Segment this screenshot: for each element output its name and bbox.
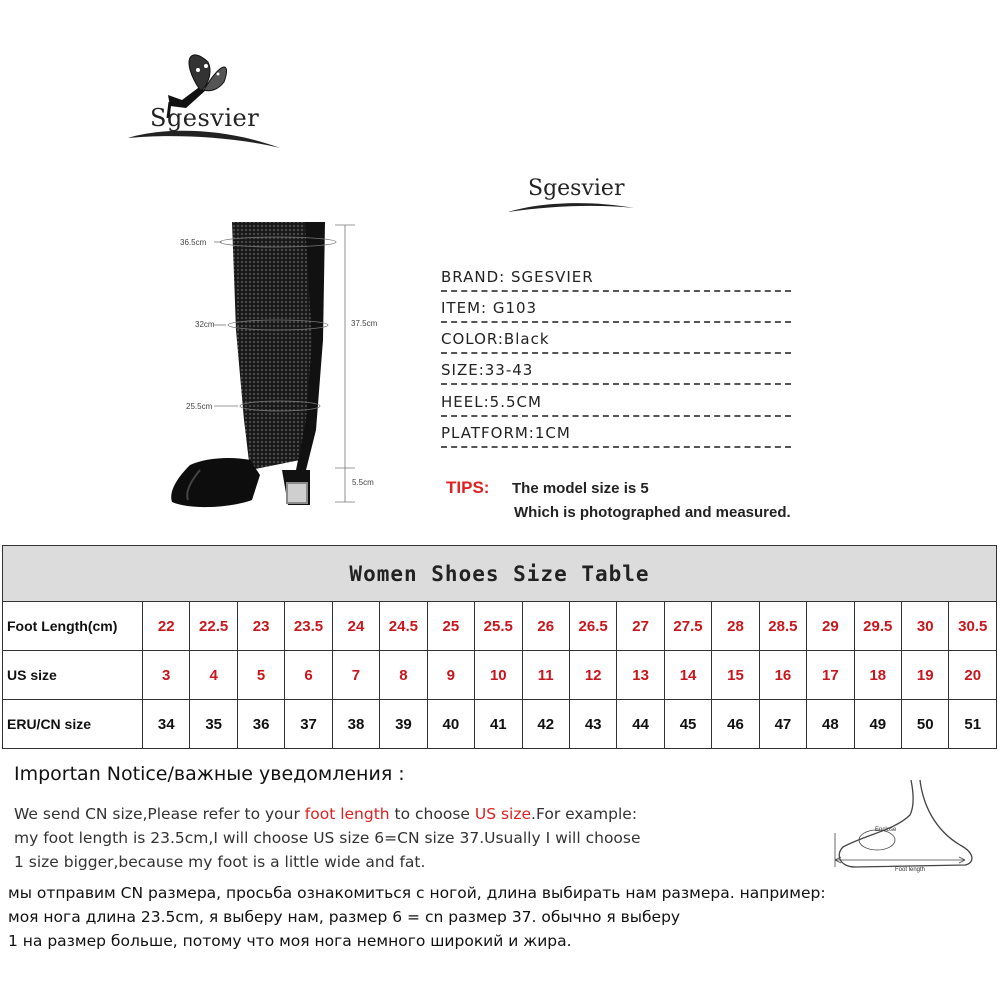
table-cell: 46 xyxy=(712,700,759,749)
foot-length-label: Foot length xyxy=(895,867,926,873)
spec-item: ITEM: G103 xyxy=(441,297,791,323)
table-cell: 5 xyxy=(237,651,284,700)
table-cell: 44 xyxy=(617,700,664,749)
table-cell: 30 xyxy=(902,602,949,651)
brand-logo-text-secondary: Sgesvier xyxy=(528,176,625,201)
table-cell: 47 xyxy=(759,700,806,749)
table-cell: 27.5 xyxy=(664,602,711,651)
table-cell: 28.5 xyxy=(759,602,806,651)
table-cell: 23.5 xyxy=(285,602,332,651)
brand-logo-text: Sgesvier xyxy=(150,104,260,132)
table-cell: 30.5 xyxy=(949,602,997,651)
notice-en-line-2: my foot length is 23.5cm,I will choose US size 6=CN size 37.Usually I will choose xyxy=(14,829,641,847)
spec-platform: PLATFORM:1CM xyxy=(441,422,791,448)
table-cell: 34 xyxy=(143,700,190,749)
notice-text: to choose xyxy=(389,805,475,823)
table-cell: 49 xyxy=(854,700,901,749)
table-cell: 8 xyxy=(380,651,427,700)
table-row-label: US size xyxy=(3,651,143,700)
table-cell: 22.5 xyxy=(190,602,237,651)
notice-en-line-3: 1 size bigger,because my foot is a little wide and fat. xyxy=(14,853,426,871)
table-row-label: ERU/CN size xyxy=(3,700,143,749)
table-cell: 6 xyxy=(285,651,332,700)
spec-color: COLOR:Black xyxy=(441,328,791,354)
table-cell: 38 xyxy=(332,700,379,749)
table-cell: 7 xyxy=(332,651,379,700)
table-cell: 25 xyxy=(427,602,474,651)
table-cell: 15 xyxy=(712,651,759,700)
table-cell: 29.5 xyxy=(854,602,901,651)
table-cell: 9 xyxy=(427,651,474,700)
table-cell: 10 xyxy=(475,651,522,700)
mid-circumference-label: 32cm xyxy=(195,320,215,329)
notice-text: We send CN size,Please refer to your xyxy=(14,805,305,823)
boot-measurement-illustration xyxy=(160,220,400,510)
tips-line-2: Which is photographed and measured. xyxy=(514,504,791,521)
table-cell: 28 xyxy=(712,602,759,651)
table-cell: 12 xyxy=(569,651,616,700)
table-cell: 45 xyxy=(664,700,711,749)
table-cell: 24.5 xyxy=(380,602,427,651)
size-table-title: Women Shoes Size Table xyxy=(3,546,997,602)
table-cell: 23 xyxy=(237,602,284,651)
table-row xyxy=(3,651,997,700)
size-table xyxy=(2,545,997,749)
table-cell: 40 xyxy=(427,700,474,749)
table-cell: 4 xyxy=(190,651,237,700)
notice-ru-line-3: 1 на размер больше, потому что моя нога немного широкий и жира. xyxy=(8,932,572,950)
spec-size: SIZE:33-43 xyxy=(441,359,791,385)
table-cell: 35 xyxy=(190,700,237,749)
table-cell: 27 xyxy=(617,602,664,651)
ankle-circumference-label: 25.5cm xyxy=(186,402,213,411)
foot-measurement-diagram-icon xyxy=(825,775,985,875)
butterfly-heel-logo-icon xyxy=(120,40,290,160)
table-cell: 37 xyxy=(285,700,332,749)
table-cell: 39 xyxy=(380,700,427,749)
table-cell: 20 xyxy=(949,651,997,700)
table-cell: 42 xyxy=(522,700,569,749)
table-cell: 13 xyxy=(617,651,664,700)
table-cell: 36 xyxy=(237,700,284,749)
table-cell: 29 xyxy=(807,602,854,651)
table-cell: 43 xyxy=(569,700,616,749)
shaft-height-label: 37.5cm xyxy=(351,319,378,328)
table-row xyxy=(3,602,997,651)
table-cell: 24 xyxy=(332,602,379,651)
table-cell: 26.5 xyxy=(569,602,616,651)
tips-line-1: The model size is 5 xyxy=(512,480,649,497)
notice-text: .For example: xyxy=(531,805,638,823)
table-cell: 18 xyxy=(854,651,901,700)
notice-title: Importan Notice/важные уведомления : xyxy=(14,763,405,785)
top-circumference-label: 36.5cm xyxy=(180,238,207,247)
table-cell: 50 xyxy=(902,700,949,749)
spec-heel: HEEL:5.5CM xyxy=(441,391,791,417)
table-cell: 17 xyxy=(807,651,854,700)
table-cell: 26 xyxy=(522,602,569,651)
table-cell: 19 xyxy=(902,651,949,700)
table-cell: 11 xyxy=(522,651,569,700)
enclose-label: Enclose xyxy=(875,827,897,833)
table-cell: 25.5 xyxy=(475,602,522,651)
notice-highlight-foot-length: foot length xyxy=(304,805,390,823)
table-cell: 14 xyxy=(664,651,711,700)
notice-highlight-us-size: US size xyxy=(474,805,532,823)
table-cell: 22 xyxy=(143,602,190,651)
table-row xyxy=(3,700,997,749)
table-cell: 51 xyxy=(949,700,997,749)
notice-ru-line-1: мы отправим CN размера, просьба ознакомиться с ногой, длина выбирать нам размера. например: xyxy=(8,884,826,902)
table-cell: 3 xyxy=(143,651,190,700)
heel-height-label: 5.5cm xyxy=(352,478,374,487)
notice-ru-line-2: моя нога длина 23.5cm, я выберу нам, размер 6 = cn размер 37. обычно я выберу xyxy=(8,908,681,926)
spec-brand: BRAND: SGESVIER xyxy=(441,266,791,292)
table-row-label: Foot Length(cm) xyxy=(3,602,143,651)
table-cell: 48 xyxy=(807,700,854,749)
table-cell: 16 xyxy=(759,651,806,700)
notice-en-line-1 xyxy=(14,805,637,823)
tips-label: TIPS: xyxy=(446,478,490,497)
table-cell: 41 xyxy=(475,700,522,749)
